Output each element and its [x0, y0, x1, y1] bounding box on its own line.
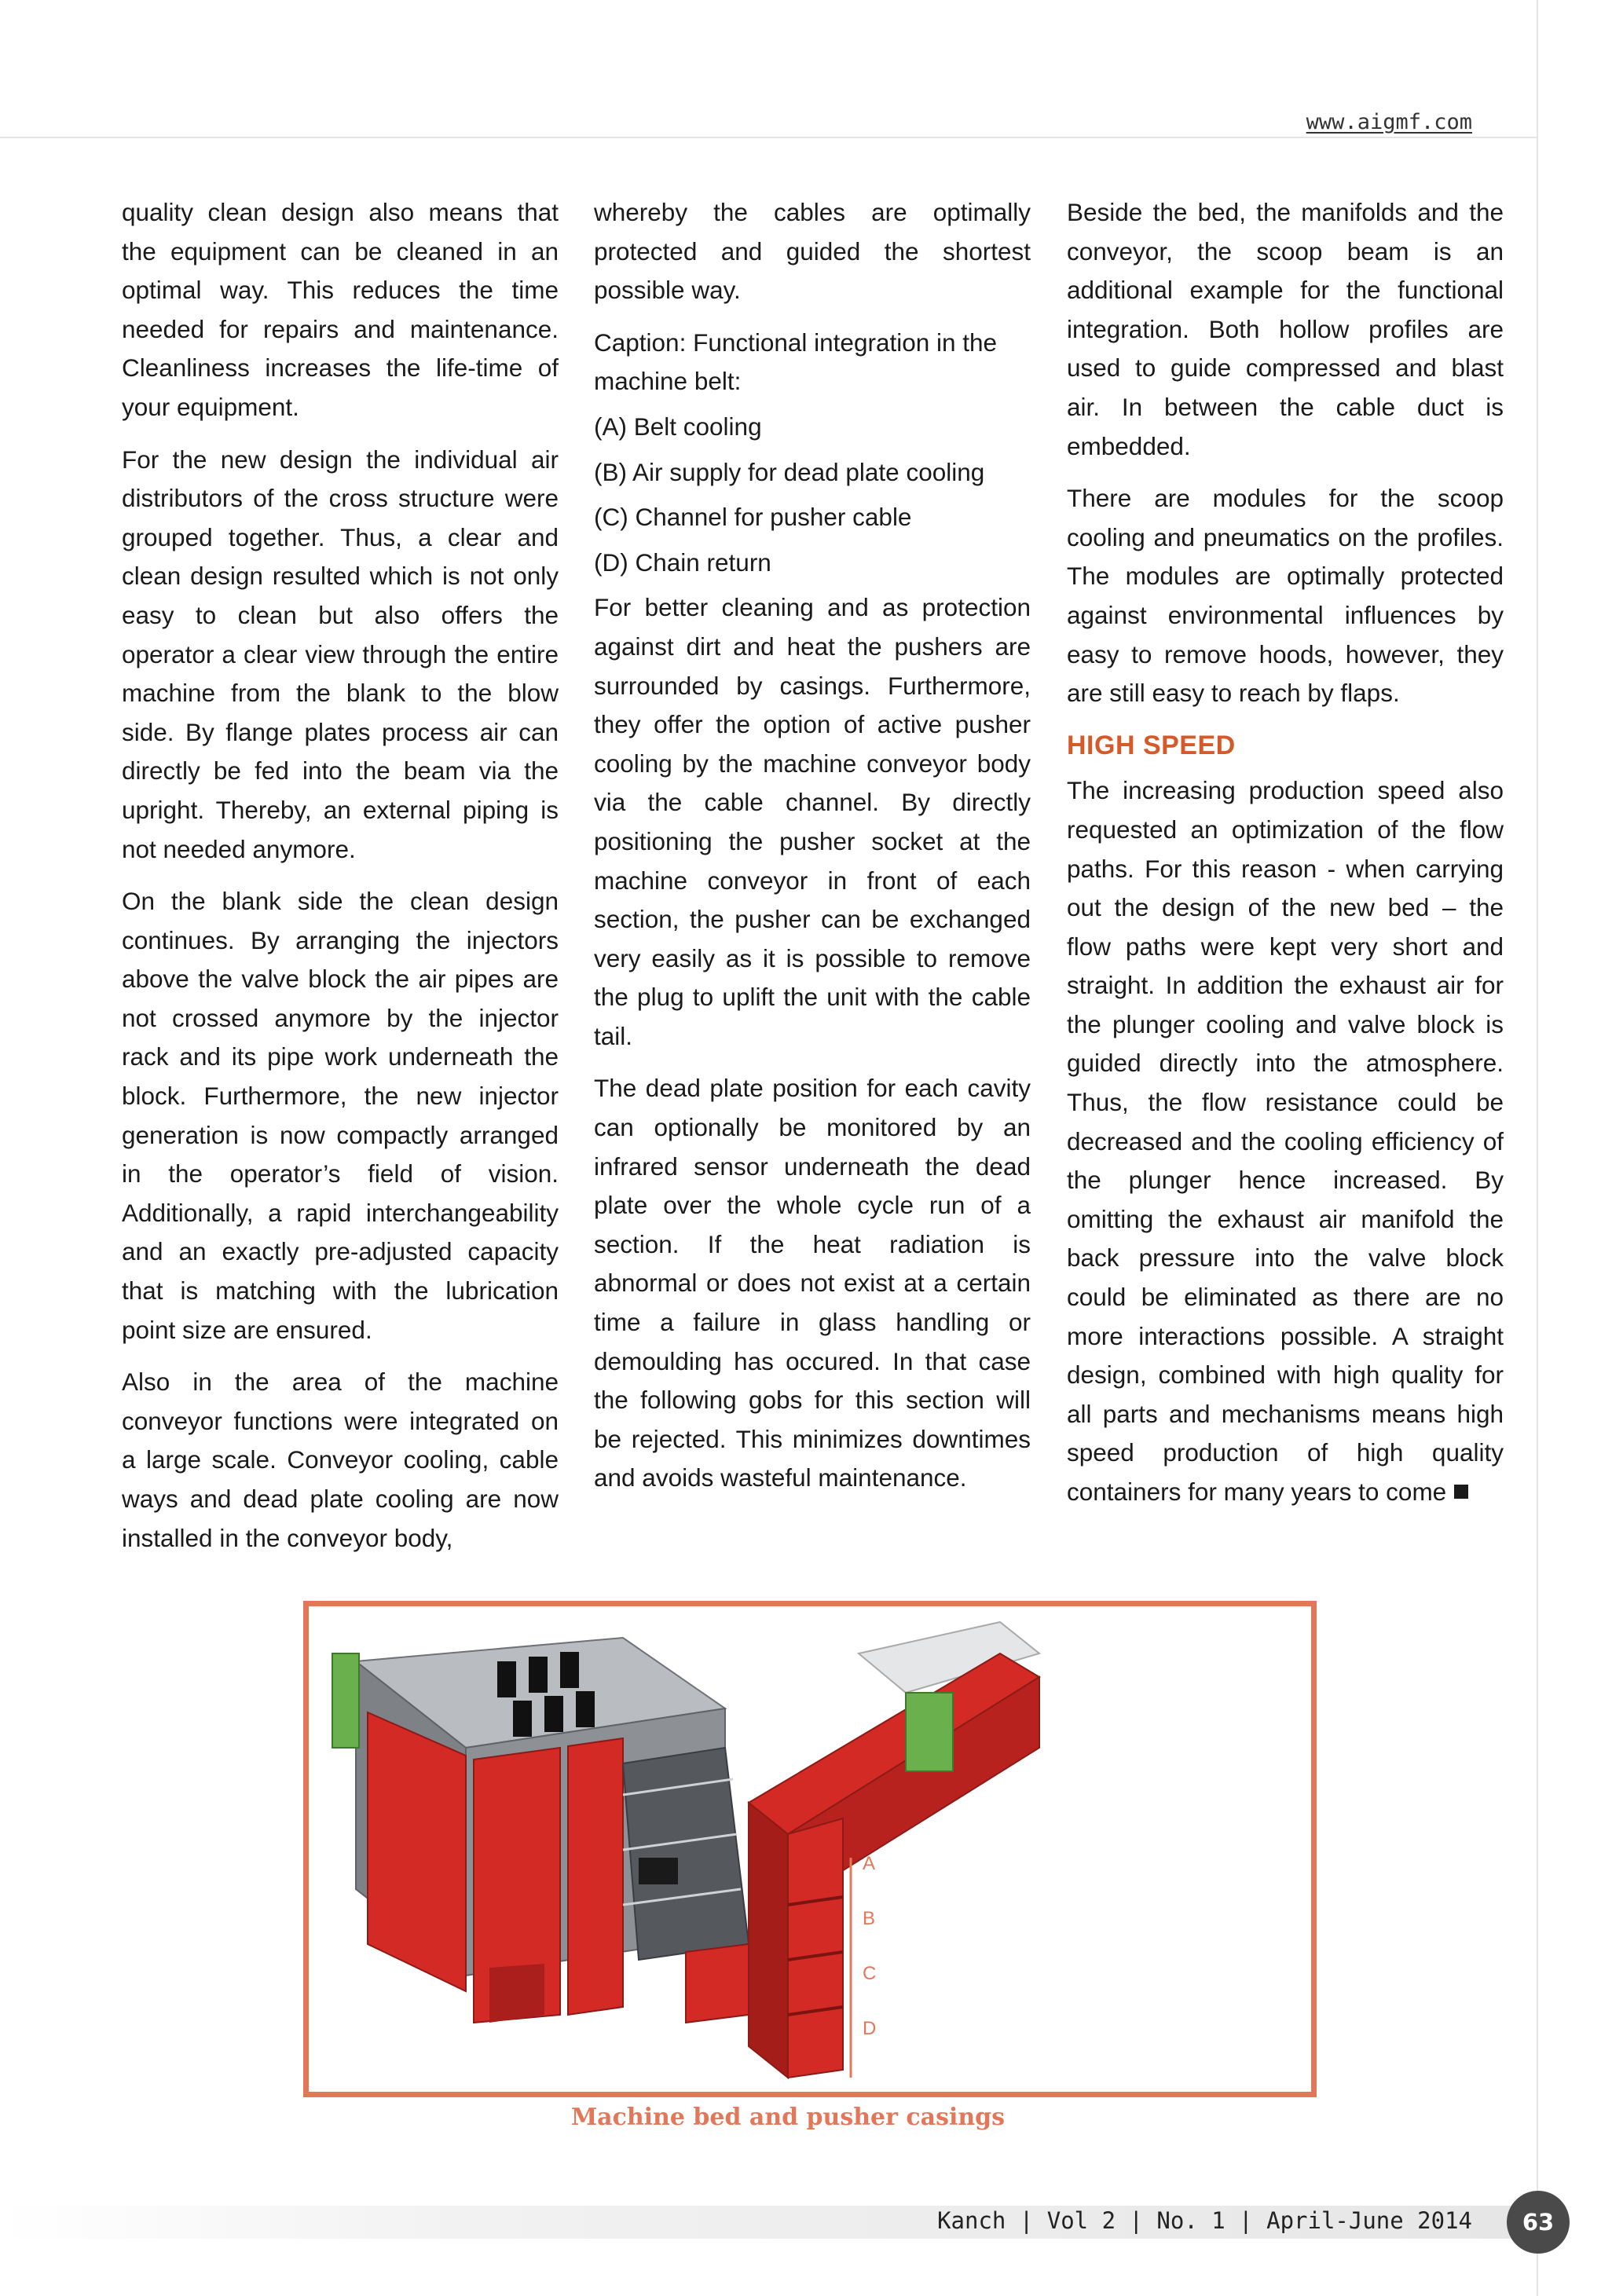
paragraph: For better cleaning and as protection against dirt and heat the pushers are surrounded by casings. Furthermore, they offer the option of active pusher cooling by the machine conveyor body via the cable channel. By directly positioning the pusher socket at the machine conveyor in front of each section, the pusher can be exchanged very easily as it is possible to remove the plug to uplift the unit with the cable tail. [594, 593, 1031, 1050]
paragraph: whereby the cables are optimally protected and guided the shortest possible way. [594, 198, 1031, 305]
paragraph: Also in the area of the machine conveyor functions were integrated on a large scale. Conveyor cooling, cable ways and dead plate cooling are now installed in the conveyor body, [122, 1368, 559, 1552]
label-d: D [863, 2018, 877, 2039]
paragraph: For the new design the individual air distributors of the cross structure were grouped together. Thus, a clear and clean design resulted which is not only easy to clean but also offers the operator a clear view through the entire machine from the blank to the blow side. By flange plates process air can directly be fed into the beam via the upright. Thereby, an external piping is not needed anymore. [122, 445, 559, 863]
paragraph [1067, 771, 1504, 1511]
end-mark-icon [1454, 1485, 1468, 1499]
page-number-badge [1507, 2191, 1570, 2254]
header-rule [0, 137, 1537, 138]
paragraph: The dead plate position for each cavity can optionally be monitored by an infrared sensor underneath the dead plate over the whole cycle run of a section. If the heat radiation is abnormal or does not exist at a certain time a failure in glass handling or demoulding has occured. In that case the following gobs for this section will be rejected. This minimizes downtimes and avoids wasteful maintenance. [594, 1074, 1031, 1492]
right-margin-rule [1537, 0, 1538, 2296]
text-column-2 [594, 193, 1031, 1511]
label-c: C [863, 1963, 877, 1984]
paragraph: quality clean design also means that the equipment can be cleaned in an optimal way. This reduces the time needed for repairs and maintenance. Cleanliness increases the life-time of your equipment. [122, 198, 559, 421]
paragraph: There are modules for the scoop cooling and pneumatics on the profiles. The modules are optimally protected against environmental influences by easy to remove hoods, however, they are still easy to reach by flaps. [1067, 484, 1504, 708]
text-column-3 [1067, 193, 1504, 1525]
list-item: (A) Belt cooling [594, 412, 762, 441]
section-heading: HIGH SPEED [1067, 730, 1236, 760]
header-url[interactable]: www.aigmf.com [1306, 110, 1472, 134]
conveyor-drawing [749, 1622, 1039, 2078]
list-item: (B) Air supply for dead plate cooling [594, 457, 985, 486]
page-number: 63 [1522, 2209, 1555, 2236]
label-b: B [863, 1908, 876, 1929]
list-item: (C) Channel for pusher cable [594, 503, 912, 532]
label-a: A [863, 1853, 876, 1874]
paragraph: On the blank side the clean design continues. By arranging the injectors above the valve block the air pipes are not crossed anymore by the injector rack and its pipe work underneath the block. Furthermore, the new injector generation is now compactly arranged in the operator’s field of vision. Additionally, a rapid interchangeability and an exactly pre-adjusted capacity that is matching with the lubrication point size are ensured. [122, 887, 559, 1344]
figure-caption-text: Machine bed and pusher casings [570, 2104, 1006, 2131]
figure-caption [0, 2104, 1623, 2131]
machine-bed-drawing [332, 1638, 749, 2023]
list-item: (D) Chain return [594, 547, 771, 577]
final-paragraph-text: The increasing production speed also requested an optimization of the flow paths. For this reason - when carrying out the design of the new bed – the flow paths were kept very short and straight. In addition the exhaust air for the plunger cooling and valve block is guided directly into the atmosphere. Thus, the flow resistance could be decreased and the cooling efficiency of the plunger hence increased. By omitting the exhaust air manifold the back pressure into the valve block could be eliminated as there are no more interactions possible. A straight design, combined with high quality for all parts and mechanisms means high speed production of high quality containers for many years to come [1067, 776, 1504, 1506]
text-column-1 [122, 193, 559, 1571]
figure-frame [303, 1601, 1317, 2097]
caption-text: Caption: Functional integration in the machine belt: [594, 328, 998, 396]
publication-info: Kanch | Vol 2 | No. 1 | April-June 2014 [937, 2207, 1472, 2234]
paragraph: Beside the bed, the manifolds and the conveyor, the scoop beam is an additional example for the functional integration. Both hollow profiles are used to guide compressed and blast air. In between the cable duct is embedded. [1067, 198, 1504, 460]
machine-illustration [309, 1606, 1311, 2092]
